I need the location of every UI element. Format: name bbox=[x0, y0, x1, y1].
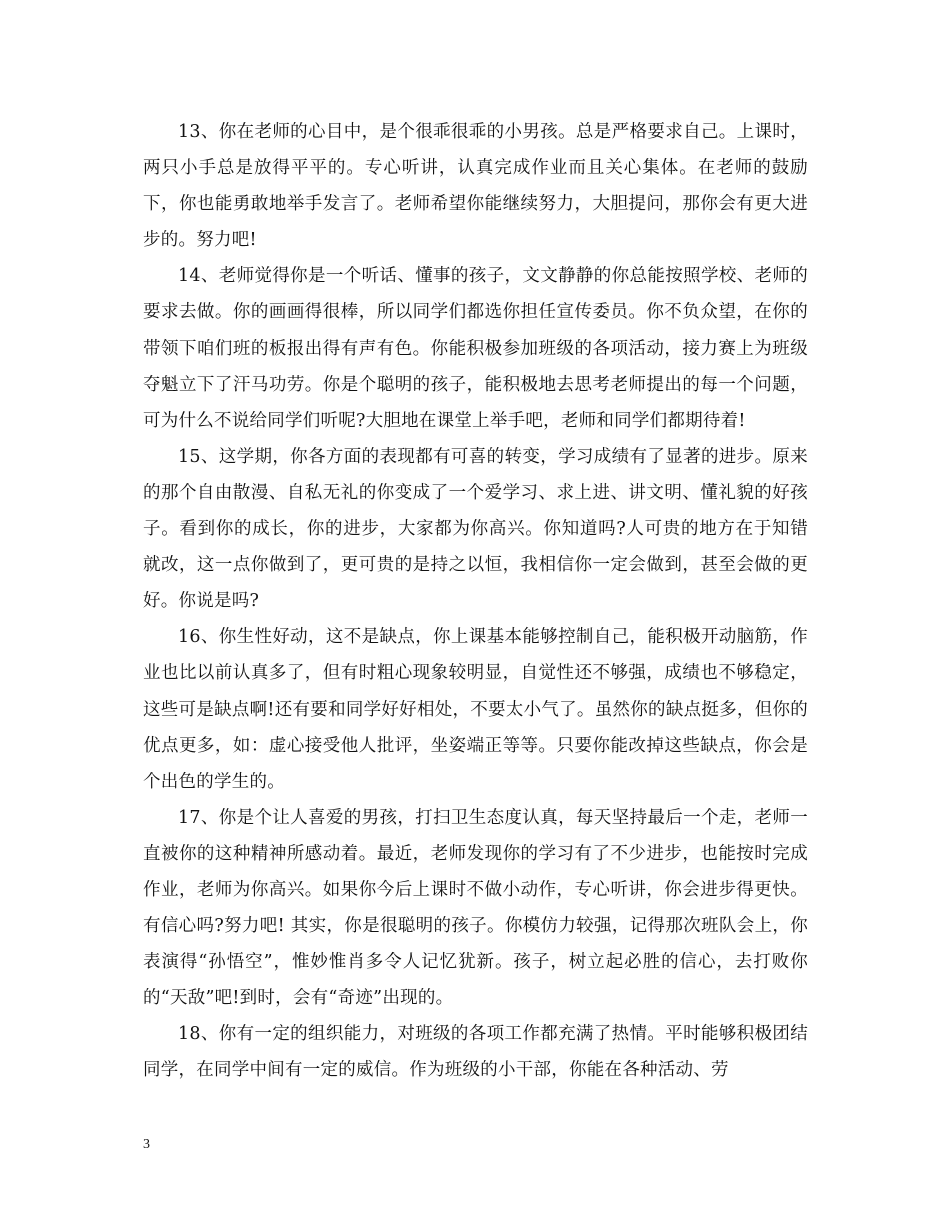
page-number: 3 bbox=[143, 1137, 150, 1152]
paragraph-13: 13、你在老师的心目中，是个很乖很乖的小男孩。总是严格要求自己。上课时，两只小手总是放得平平的。专心听讲，认真完成作业而且关心集体。在老师的鼓励下，你也能勇敢地举手发言了。老师希望你能继续努力，大胆提问，那你会有更大进步的。努力吧! bbox=[143, 122, 808, 251]
paragraph-15: 15、这学期，你各方面的表现都有可喜的转变，学习成绩有了显著的进步。原来的那个自由散漫、自私无礼的你变成了一个爱学习、求上进、讲文明、懂礼貌的好孩子。看到你的成长，你的进步，大家都为你高兴。你知道吗?人可贵的地方在于知错就改，这一点你做到了，更可贵的是持之以恒，我相信你一定会做到，甚至会做的更好。你说是吗? bbox=[143, 446, 808, 612]
document-body bbox=[143, 114, 808, 1089]
paragraph-14: 14、老师觉得你是一个听话、懂事的孩子，文文静静的你总能按照学校、老师的要求去做。你的画画得很棒，所以同学们都选你担任宣传委员。你不负众望，在你的带领下咱们班的板报出得有声有色。你能积极参加班级的各项活动，接力赛上为班级夺魁立下了汗马功劳。你是个聪明的孩子，能积极地去思考老师提出的每一个问题，可为什么不说给同学们听呢?大胆地在课堂上举手吧，老师和同学们都期待着! bbox=[143, 266, 808, 431]
paragraph-17: 17、你是个让人喜爱的男孩，打扫卫生态度认真，每天坚持最后一个走，老师一直被你的这种精神所感动着。最近，老师发现你的学习有了不少进步，也能按时完成作业，老师为你高兴。如果你今后上课时不做小动作，专心听讲，你会进步得更快。有信心吗?努力吧! 其实，你是很聪明的孩子。你模仿力较强，记得那次班队会上，你表演得“孙悟空”，惟妙惟肖多令人记忆犹新。孩子，树立起必胜的信心，去打败你的“天敌”吧!到时，会有“奇迹”出现的。 bbox=[143, 807, 808, 1009]
paragraph-18: 18、你有一定的组织能力，对班级的各项工作都充满了热情。平时能够积极团结同学，在同学中间有一定的威信。作为班级的小干部，你能在各种活动、劳 bbox=[143, 1024, 808, 1081]
paragraph-16: 16、你生性好动，这不是缺点，你上课基本能够控制自己，能积极开动脑筋，作业也比以前认真多了，但有时粗心现象较明显，自觉性还不够强，成绩也不够稳定，这些可是缺点啊!还有要和同学好好相处，不要太小气了。虽然你的缺点挺多，但你的优点更多，如：虚心接受他人批评，坐姿端正等等。只要你能改掉这些缺点，你会是个出色的学生的。 bbox=[143, 627, 808, 792]
